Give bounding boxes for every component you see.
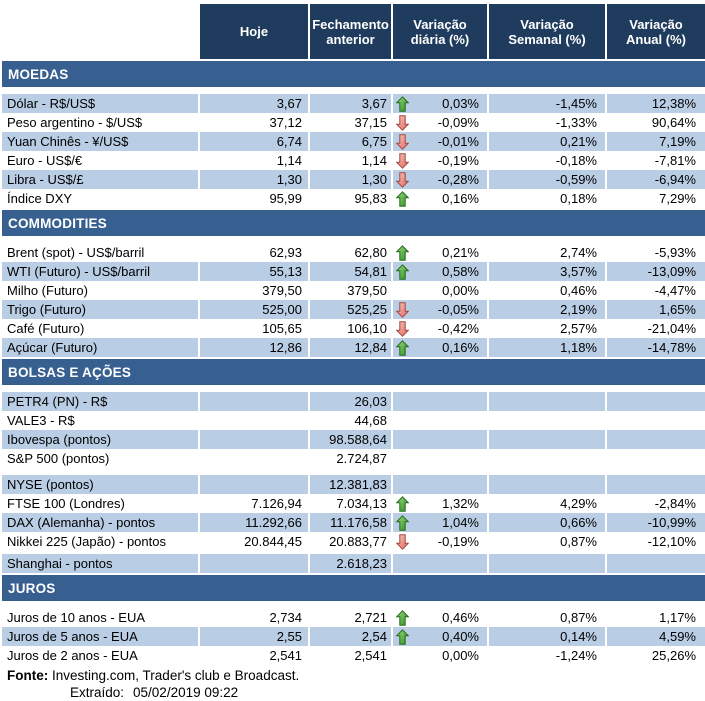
value-variacao-anual: -12,10% (647, 534, 696, 549)
value-fechamento-anterior: 379,50 (310, 281, 393, 300)
value-fechamento-anterior: 1,30 (310, 170, 393, 189)
table-row (2, 319, 705, 338)
section-header-moedas (2, 61, 705, 87)
value-hoje (200, 411, 310, 430)
value-variacao-anual (607, 411, 705, 430)
value-hoje: 1,14 (200, 151, 310, 170)
value-hoje: 62,93 (200, 243, 310, 262)
table-row (2, 189, 705, 208)
table-row (2, 411, 705, 430)
up-arrow-icon (396, 513, 412, 532)
row-label: Nikkei 225 (Japão) - pontos (2, 532, 200, 551)
row-label: Milho (Futuro) (2, 281, 200, 300)
variacao-diaria-pct: 0,00% (442, 648, 479, 663)
value-fechamento-anterior: 37,15 (310, 113, 393, 132)
variacao-diaria-pct: 0,16% (442, 191, 479, 206)
value-variacao-diaria (393, 392, 489, 411)
value-variacao-anual: 7,29% (659, 191, 696, 206)
variacao-diaria-pct: 1,32% (442, 496, 479, 511)
up-arrow-icon (396, 494, 412, 513)
row-label: Brent (spot) - US$/barril (2, 243, 200, 262)
trend-arrow-slot (396, 449, 412, 468)
value-variacao-semanal (489, 554, 607, 573)
value-variacao-diaria (393, 475, 489, 494)
section-header-commodities (2, 210, 705, 236)
value-variacao-semanal: 0,87% (489, 608, 607, 627)
table-row (2, 494, 705, 513)
row-label: Juros de 2 anos - EUA (2, 646, 200, 665)
up-arrow-icon (396, 262, 412, 281)
variacao-diaria-pct: 0,40% (442, 629, 479, 644)
value-variacao-diaria (393, 243, 489, 262)
value-variacao-anual: -4,47% (654, 283, 696, 298)
value-variacao-diaria (393, 494, 489, 513)
variacao-diaria-pct: -0,05% (437, 302, 479, 317)
value-variacao-semanal: 0,66% (489, 513, 607, 532)
row-label: Yuan Chinês - ¥/US$ (2, 132, 200, 151)
value-variacao-anual: -14,78% (607, 338, 705, 357)
column-header-variacao-semanal: Variação Semanal (%) (489, 4, 607, 59)
row-label: DAX (Alemanha) - pontos (2, 513, 200, 532)
extraction-timestamp: 05/02/2019 09:22 (133, 685, 239, 700)
trend-arrow-slot (396, 392, 412, 411)
table-row (2, 262, 705, 281)
trend-arrow-slot (396, 475, 412, 494)
column-header-hoje: Hoje (200, 4, 310, 59)
value-variacao-semanal (489, 392, 607, 411)
value-variacao-anual: -13,09% (607, 262, 705, 281)
value-hoje: 105,65 (200, 319, 310, 338)
value-hoje: 379,50 (200, 281, 310, 300)
table-row (2, 170, 705, 189)
value-variacao-anual: 1,17% (659, 610, 696, 625)
down-arrow-icon (396, 319, 412, 338)
value-fechamento-anterior: 7.034,13 (310, 494, 393, 513)
value-hoje: 2,734 (200, 608, 310, 627)
value-fechamento-anterior: 12.381,83 (310, 475, 393, 494)
value-variacao-semanal: 0,21% (489, 132, 607, 151)
row-label: FTSE 100 (Londres) (2, 494, 200, 513)
table-row (2, 449, 705, 468)
value-variacao-semanal: 0,87% (489, 532, 607, 551)
down-arrow-icon (396, 132, 412, 151)
value-variacao-diaria (393, 189, 489, 208)
value-hoje (200, 392, 310, 411)
value-variacao-diaria (393, 151, 489, 170)
value-variacao-anual: -7,81% (654, 153, 696, 168)
table-body (2, 61, 705, 665)
section-header-bolsas-e-a-es (2, 359, 705, 385)
value-fechamento-anterior: 54,81 (310, 262, 393, 281)
section-rows (2, 392, 705, 573)
value-variacao-anual: -2,84% (654, 496, 696, 511)
value-variacao-anual: 90,64% (651, 115, 696, 130)
variacao-diaria-pct: -0,01% (437, 134, 479, 149)
source-line (2, 668, 705, 684)
row-label: Açúcar (Futuro) (2, 338, 200, 357)
value-variacao-diaria (393, 319, 489, 338)
value-variacao-semanal: -0,18% (489, 151, 607, 170)
value-variacao-diaria (393, 430, 489, 449)
value-fechamento-anterior: 26,03 (310, 392, 393, 411)
table-row (2, 338, 705, 357)
value-variacao-semanal (489, 411, 607, 430)
value-variacao-semanal (489, 475, 607, 494)
variacao-diaria-pct: 0,03% (442, 96, 479, 111)
table-row (2, 243, 705, 262)
table-header-row (2, 4, 705, 59)
value-variacao-diaria (393, 532, 489, 551)
value-hoje: 20.844,45 (200, 532, 310, 551)
down-arrow-icon (396, 113, 412, 132)
section-title: JUROS (8, 580, 56, 596)
value-variacao-diaria (393, 94, 489, 113)
table-row (2, 554, 705, 573)
variacao-diaria-pct: 0,21% (442, 245, 479, 260)
value-variacao-semanal: 2,74% (489, 243, 607, 262)
trend-arrow-slot (396, 411, 412, 430)
variacao-diaria-pct: 0,16% (442, 340, 479, 355)
row-label: Juros de 10 anos - EUA (2, 608, 200, 627)
table-row (2, 608, 705, 627)
header-empty-corner (2, 4, 200, 59)
section-rows (2, 608, 705, 665)
value-hoje: 6,74 (200, 132, 310, 151)
value-variacao-diaria (393, 170, 489, 189)
value-hoje (200, 449, 310, 468)
value-variacao-semanal: -1,45% (489, 94, 607, 113)
value-hoje: 3,67 (200, 94, 310, 113)
variacao-diaria-pct: 0,00% (442, 283, 479, 298)
value-variacao-diaria (393, 627, 489, 646)
table-section (2, 61, 705, 208)
extraction-label: Extraído: (70, 685, 125, 700)
value-hoje: 37,12 (200, 113, 310, 132)
value-fechamento-anterior: 62,80 (310, 243, 393, 262)
row-label: Libra - US$/£ (2, 170, 200, 189)
value-variacao-semanal: 4,29% (489, 494, 607, 513)
row-label: Dólar - R$/US$ (2, 94, 200, 113)
table-row (2, 392, 705, 411)
value-fechamento-anterior: 1,14 (310, 151, 393, 170)
value-hoje (200, 554, 310, 573)
row-label: Café (Futuro) (2, 319, 200, 338)
value-fechamento-anterior: 106,10 (310, 319, 393, 338)
row-label: NYSE (pontos) (2, 475, 200, 494)
trend-arrow-slot (396, 281, 412, 300)
section-title: COMMODITIES (8, 215, 107, 231)
table-footer (2, 668, 705, 701)
trend-arrow-slot (396, 646, 412, 665)
value-fechamento-anterior: 2,541 (310, 646, 393, 665)
value-variacao-semanal: 2,57% (489, 319, 607, 338)
value-fechamento-anterior: 20.883,77 (310, 532, 393, 551)
row-label: Ibovespa (pontos) (2, 430, 200, 449)
row-label: Euro - US$/€ (2, 151, 200, 170)
value-variacao-anual: 25,26% (651, 648, 696, 663)
table-row (2, 132, 705, 151)
value-hoje (200, 475, 310, 494)
table-row (2, 475, 705, 494)
value-hoje: 95,99 (200, 189, 310, 208)
value-fechamento-anterior: 44,68 (310, 411, 393, 430)
section-title: BOLSAS E AÇÕES (8, 364, 132, 380)
table-row (2, 532, 705, 551)
down-arrow-icon (396, 300, 412, 319)
up-arrow-icon (396, 608, 412, 627)
table-section (2, 575, 705, 665)
value-fechamento-anterior: 2,54 (310, 627, 393, 646)
down-arrow-icon (396, 532, 412, 551)
value-variacao-semanal: -0,59% (489, 170, 607, 189)
value-variacao-anual (607, 554, 705, 573)
value-variacao-semanal: 0,14% (489, 627, 607, 646)
trend-arrow-slot (396, 554, 412, 573)
variacao-diaria-pct: -0,28% (437, 172, 479, 187)
row-label: VALE3 - R$ (2, 411, 200, 430)
value-variacao-diaria (393, 449, 489, 468)
value-hoje: 2,541 (200, 646, 310, 665)
variacao-diaria-pct: -0,19% (437, 153, 479, 168)
up-arrow-icon (396, 189, 412, 208)
row-label: S&P 500 (pontos) (2, 449, 200, 468)
value-variacao-diaria (393, 262, 489, 281)
table-row (2, 646, 705, 665)
value-fechamento-anterior: 12,84 (310, 338, 393, 357)
value-variacao-semanal: 3,57% (489, 262, 607, 281)
value-variacao-anual: -5,93% (654, 245, 696, 260)
value-fechamento-anterior: 11.176,58 (310, 513, 393, 532)
value-variacao-semanal: 0,46% (489, 281, 607, 300)
value-variacao-anual: 7,19% (607, 132, 705, 151)
value-hoje: 12,86 (200, 338, 310, 357)
source-label: Fonte: (7, 668, 49, 683)
table-section (2, 210, 705, 357)
value-variacao-anual (607, 392, 705, 411)
row-label: Índice DXY (2, 189, 200, 208)
value-variacao-diaria (393, 132, 489, 151)
value-variacao-anual: -21,04% (647, 321, 696, 336)
value-variacao-semanal (489, 449, 607, 468)
up-arrow-icon (396, 94, 412, 113)
value-variacao-anual (607, 430, 705, 449)
row-label: Peso argentino - $/US$ (2, 113, 200, 132)
variacao-diaria-pct: -0,19% (437, 534, 479, 549)
up-arrow-icon (396, 338, 412, 357)
row-label: WTI (Futuro) - US$/barril (2, 262, 200, 281)
table-row (2, 151, 705, 170)
section-rows (2, 94, 705, 208)
value-variacao-diaria (393, 513, 489, 532)
variacao-diaria-pct: 0,46% (442, 610, 479, 625)
value-variacao-diaria (393, 281, 489, 300)
down-arrow-icon (396, 151, 412, 170)
value-variacao-diaria (393, 411, 489, 430)
row-spacer (2, 468, 705, 475)
column-header-variacao-diaria: Variação diária (%) (393, 4, 489, 59)
value-variacao-semanal: 1,18% (489, 338, 607, 357)
value-fechamento-anterior: 3,67 (310, 94, 393, 113)
value-fechamento-anterior: 6,75 (310, 132, 393, 151)
down-arrow-icon (396, 170, 412, 189)
row-label: PETR4 (PN) - R$ (2, 392, 200, 411)
variacao-diaria-pct: -0,09% (437, 115, 479, 130)
trend-arrow-slot (396, 430, 412, 449)
value-hoje: 7.126,94 (200, 494, 310, 513)
table-row (2, 430, 705, 449)
variacao-diaria-pct: 1,04% (442, 515, 479, 530)
value-variacao-anual (607, 449, 705, 468)
table-row (2, 513, 705, 532)
value-hoje: 1,30 (200, 170, 310, 189)
value-variacao-diaria (393, 338, 489, 357)
value-fechamento-anterior: 2.724,87 (310, 449, 393, 468)
value-variacao-anual: 1,65% (607, 300, 705, 319)
row-label: Trigo (Futuro) (2, 300, 200, 319)
column-header-fechamento-anterior: Fechamento anterior (310, 4, 393, 59)
value-fechamento-anterior: 2.618,23 (310, 554, 393, 573)
value-variacao-diaria (393, 300, 489, 319)
up-arrow-icon (396, 627, 412, 646)
source-text: Investing.com, Trader's club e Broadcast. (52, 668, 300, 683)
section-header-juros (2, 575, 705, 601)
value-variacao-semanal: -1,24% (489, 646, 607, 665)
value-fechamento-anterior: 95,83 (310, 189, 393, 208)
value-variacao-semanal: 0,18% (489, 189, 607, 208)
variacao-diaria-pct: 0,58% (442, 264, 479, 279)
value-fechamento-anterior: 2,721 (310, 608, 393, 627)
table-row (2, 300, 705, 319)
table-row (2, 627, 705, 646)
value-variacao-anual: -6,94% (607, 170, 705, 189)
value-fechamento-anterior: 98.588,64 (310, 430, 393, 449)
variacao-diaria-pct: -0,42% (437, 321, 479, 336)
value-hoje: 525,00 (200, 300, 310, 319)
section-title: MOEDAS (8, 66, 69, 82)
value-hoje: 55,13 (200, 262, 310, 281)
row-label: Juros de 5 anos - EUA (2, 627, 200, 646)
value-variacao-semanal: -1,33% (489, 113, 607, 132)
value-variacao-diaria (393, 646, 489, 665)
up-arrow-icon (396, 243, 412, 262)
column-header-variacao-anual: Variação Anual (%) (607, 4, 705, 59)
value-hoje (200, 430, 310, 449)
table-section (2, 359, 705, 573)
value-variacao-anual: -10,99% (607, 513, 705, 532)
table-row (2, 113, 705, 132)
value-variacao-anual: 12,38% (607, 94, 705, 113)
value-variacao-diaria (393, 554, 489, 573)
value-variacao-diaria (393, 608, 489, 627)
value-fechamento-anterior: 525,25 (310, 300, 393, 319)
value-variacao-anual (607, 475, 705, 494)
section-rows (2, 243, 705, 357)
value-variacao-diaria (393, 113, 489, 132)
row-label: Shanghai - pontos (2, 554, 200, 573)
value-variacao-semanal: 2,19% (489, 300, 607, 319)
value-variacao-semanal (489, 430, 607, 449)
table-row (2, 94, 705, 113)
value-hoje: 11.292,66 (200, 513, 310, 532)
value-hoje: 2,55 (200, 627, 310, 646)
table-row (2, 281, 705, 300)
value-variacao-anual: 4,59% (607, 627, 705, 646)
